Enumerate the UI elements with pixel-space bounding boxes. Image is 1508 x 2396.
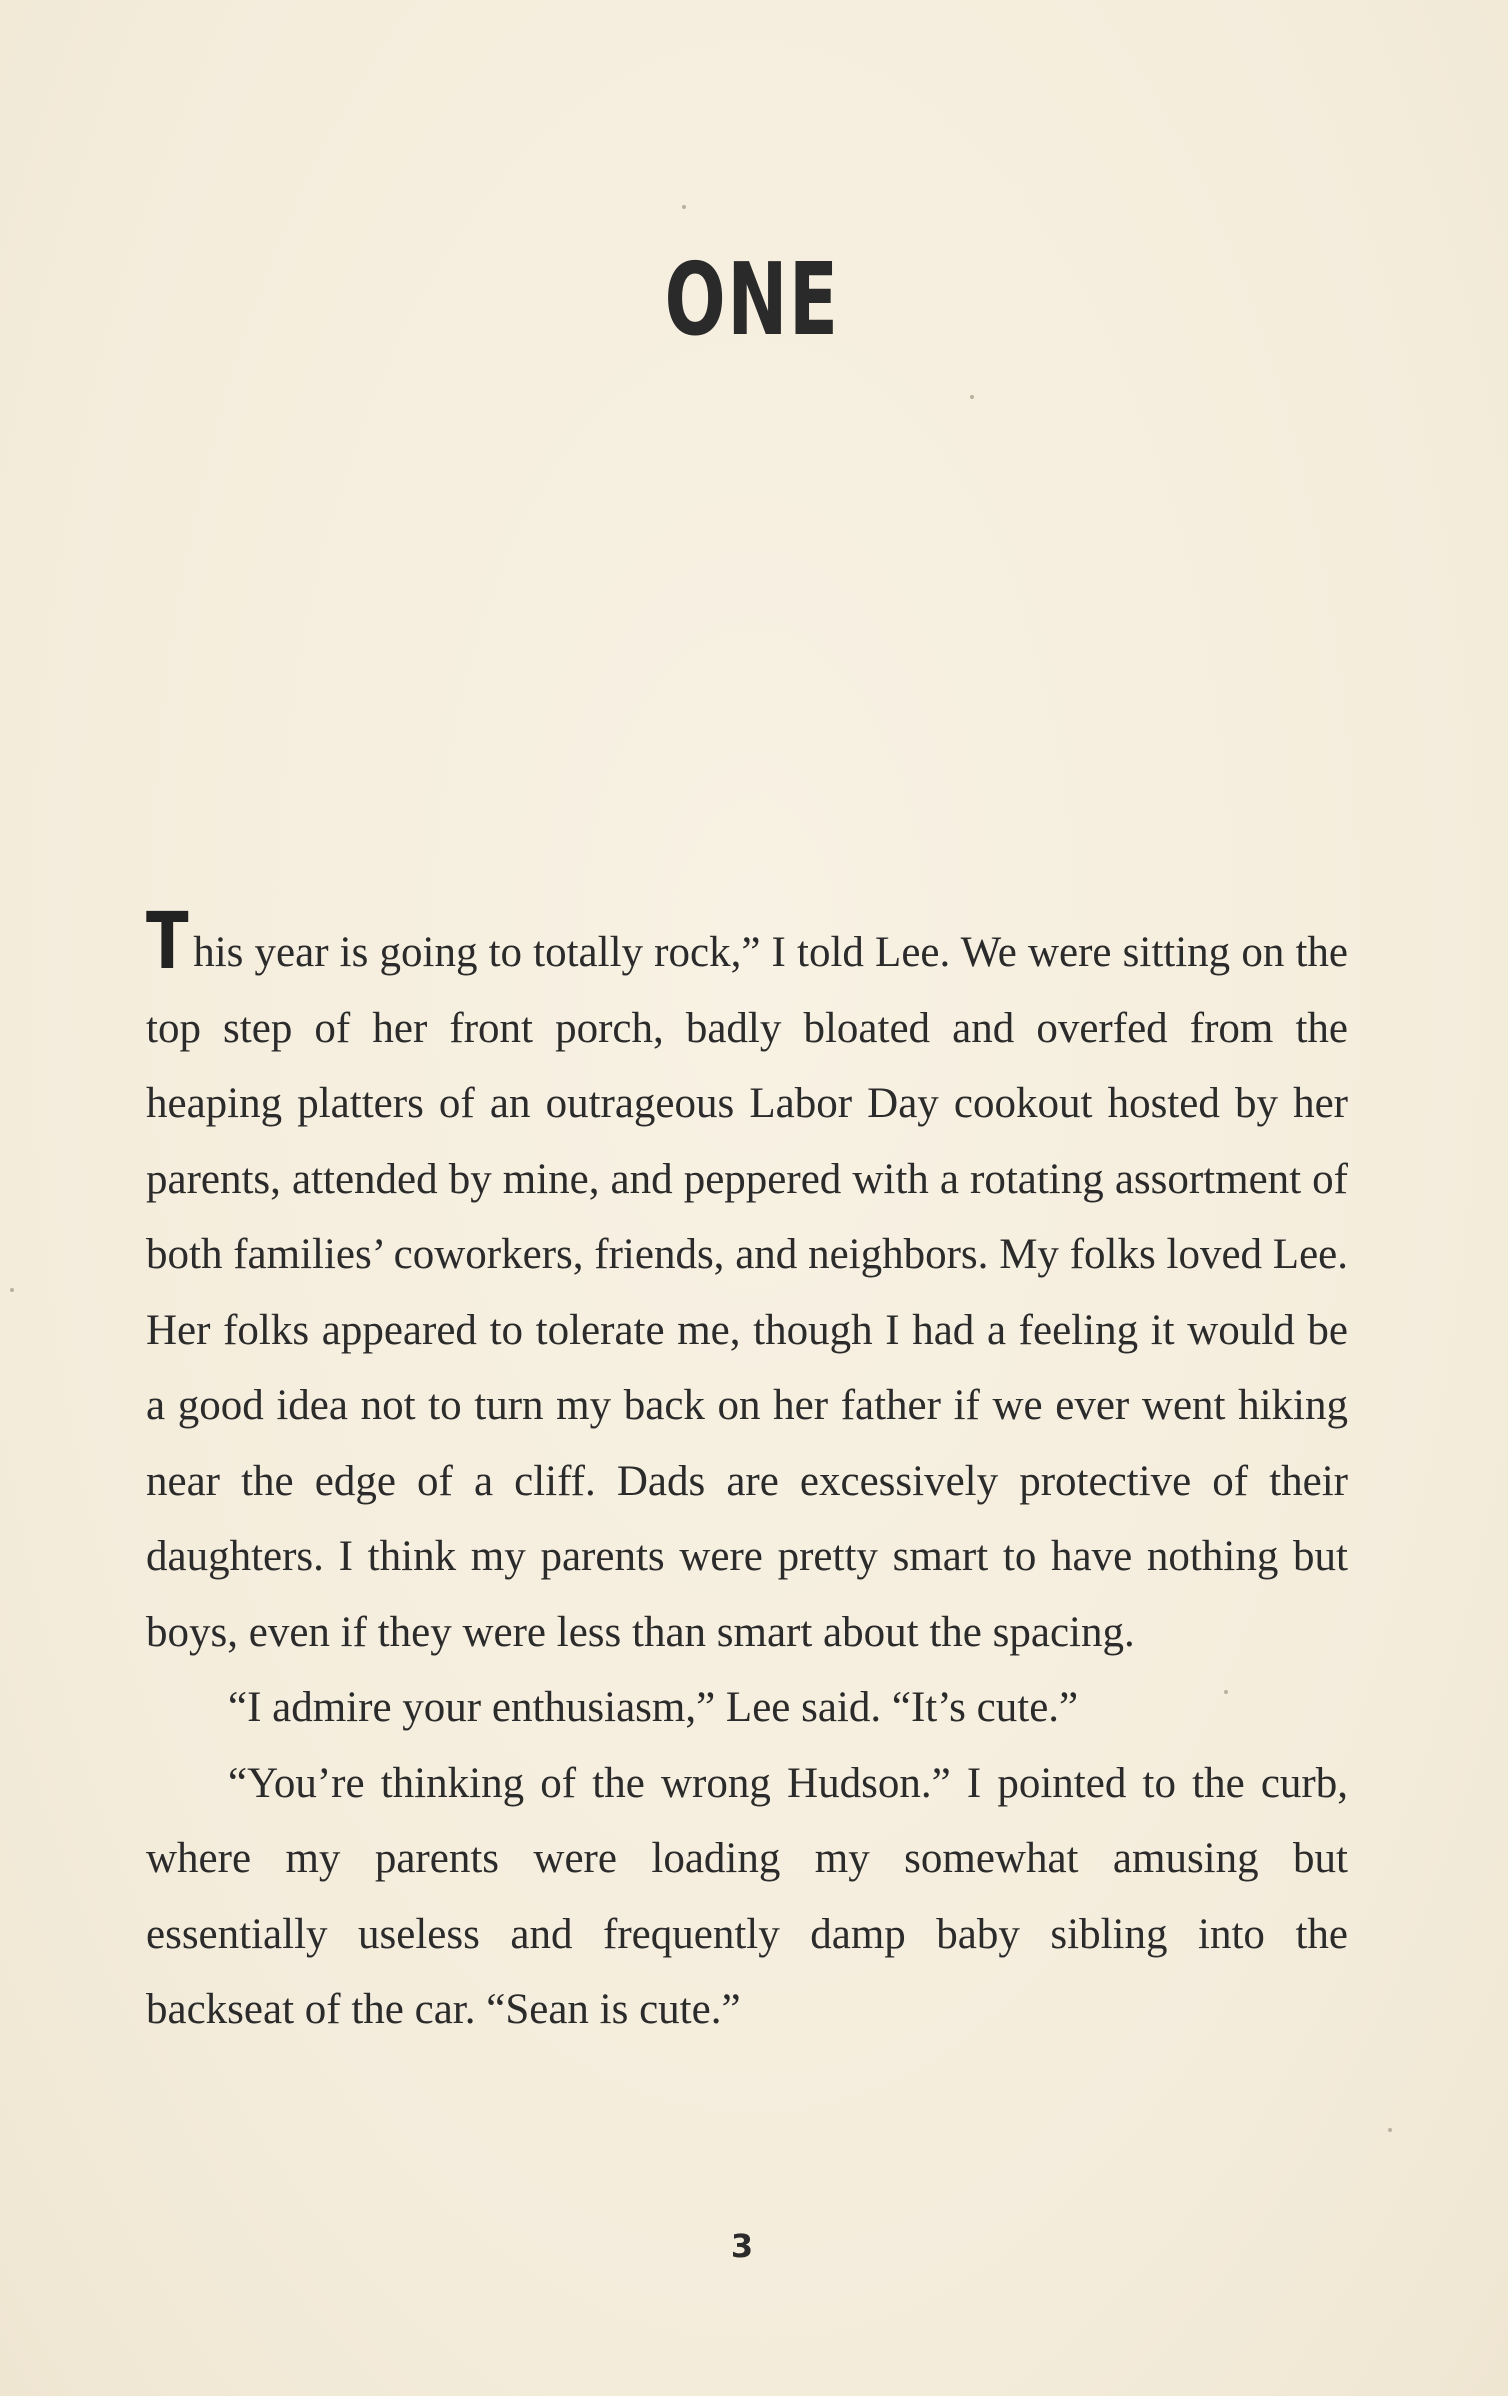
- paper-speck: [10, 1288, 14, 1292]
- paragraph: “I admire your enthusiasm,” Lee said. “It’s cute.”: [228, 1684, 1079, 1731]
- chapter-body: [146, 897, 1348, 2048]
- page-number: 3: [730, 2227, 754, 2265]
- paragraph-text: his year is going to totally rock,” I told Lee. We were sitting on the top step of her front porch, badly bloated and overfed from the heaping platters of an outrageous Labor Day cookout hosted by her parents, attended by mine, and peppered with a rotating assortment of both families’ coworkers, friends, and neighbors. My folks loved Lee. Her folks appeared to tolerate me, though I had a feeling it would be a good idea not to turn my back on her father if we ever went hiking near the edge of a cliff. Dads are excessively protective of their daughters. I think my parents were pretty smart to have nothing but boys, even if they were less than smart about the spacing.: [146, 929, 1348, 1656]
- paper-speck: [970, 395, 974, 399]
- chapter-title: ONE: [664, 241, 840, 358]
- paper-speck: [682, 205, 686, 209]
- paragraph: “You’re thinking of the wrong Hudson.” I pointed to the curb, where my parents were loading my somewhat amusing but essentially useless and frequently damp baby sibling into the backseat of the car. “Sean is cute.”: [146, 1759, 1348, 2033]
- paragraph-first: [146, 897, 1348, 1670]
- paper-speck: [1388, 2128, 1392, 2132]
- drop-cap: T: [146, 897, 189, 987]
